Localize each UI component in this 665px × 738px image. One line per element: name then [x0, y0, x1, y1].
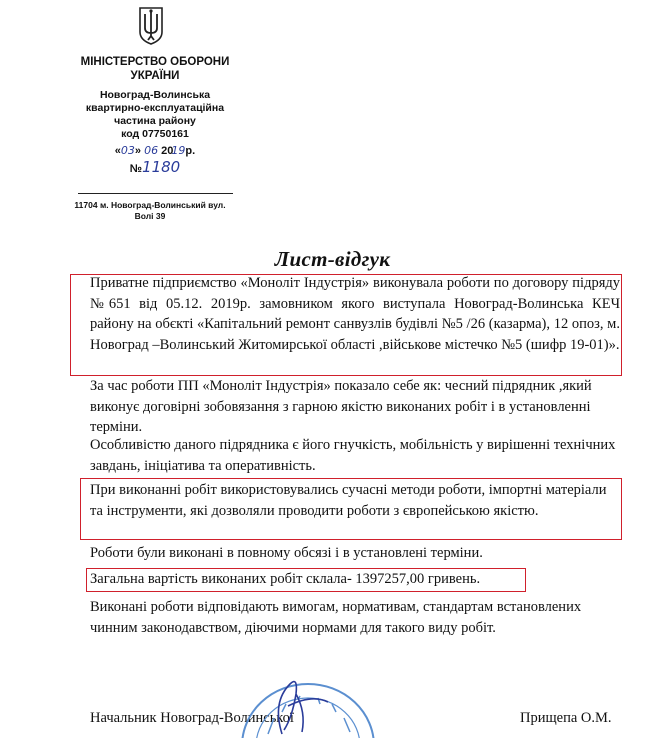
highlight-box-contract [70, 274, 622, 376]
signatory-name: Прищепа О.М. [520, 710, 612, 726]
highlight-box-methods [80, 478, 622, 540]
paragraph-flexibility: Особливістю даного підрядника є його гнучкість, мобільність у вирішенні технічних завдань, ініціатива та оперативність. [90, 437, 616, 474]
paragraph-compliance: Виконані роботи відповідають вимогам, нормативам, стандартам встановлених чинним законодавством, діючими нормами для такого виду робіт. [90, 599, 582, 636]
letterhead [60, 55, 250, 176]
page-title: Лист-відгук [274, 247, 391, 271]
paragraph-methods: При виконанні робіт використовувались сучасні методи роботи, імпортні матеріали та інструменти, які дозволяли проводити роботи з європейською якістю. [90, 482, 607, 519]
address: 11704 м. Новоград-Волинський вул. Волі 39 [74, 200, 226, 221]
paragraph-contract: Приватне підприємство «Моноліт Індустрія» виконувала роботи по договору підряду №651 від 05.12. 2019р. замовником якого виступала Новоград-Волинська КЕЧ району на обєкті «Капітальний ремонт санвузлів будівлі №5 /26 (казарма), 12 опоз, м. Новоград –Волинський Житомирської області ,військове містечко №5 (шифр 19-01)». [90, 275, 620, 353]
ministry-name: МІНІСТЕРСТВО ОБОРОНИ УКРАЇНИ [80, 56, 230, 82]
paragraph-total-cost: Загальна вартість виконаних робіт склала- 1397257,00 гривень. [90, 571, 481, 587]
coat-of-arms-icon [137, 6, 165, 46]
signatory-position: Начальник Новоград-Волинської [90, 710, 294, 726]
header-divider [78, 193, 233, 194]
handwritten-signature-icon [262, 672, 342, 738]
letter-date: «03» 06 2019р. [114, 144, 196, 157]
highlight-box-cost [86, 568, 526, 592]
paragraph-completion: Роботи були виконані в повному обсязі і в установлені терміни. [90, 545, 483, 561]
letter-number: №1180 [129, 158, 181, 176]
unit-name: Новоград-Волинська квартирно-експлуатаційна частина району код 07750161 [85, 89, 225, 140]
paragraph-reliability: За час роботи ПП «Моноліт Індустрія» показало себе як: чесний підрядник ,який виконує договірні зобовязання з гарною якістю виконаних робіт і в установленні терміни. [90, 378, 592, 435]
